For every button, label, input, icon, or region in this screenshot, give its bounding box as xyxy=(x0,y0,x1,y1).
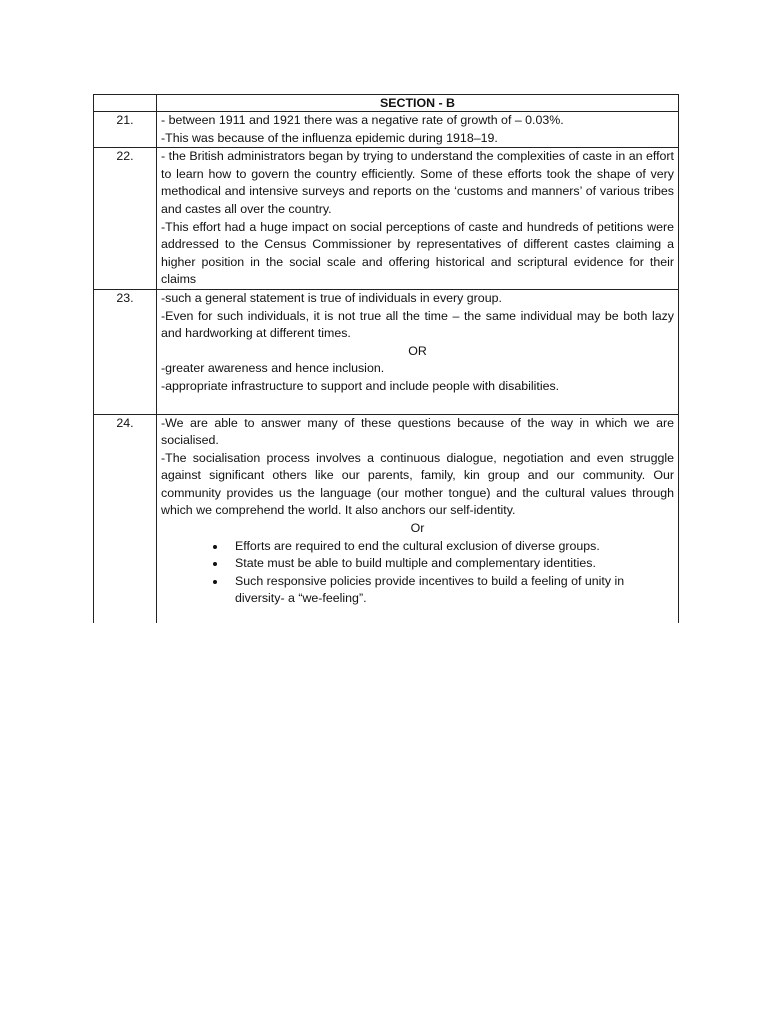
section-title: SECTION - B xyxy=(157,95,679,112)
answer-content xyxy=(157,112,679,148)
answer-line: -appropriate infrastructure to support and include people with disabilities. xyxy=(161,378,560,393)
or-separator: Or xyxy=(410,521,425,536)
answer-line: -This effort had a huge impact on social perceptions of caste and hundreds of petitions were addressed to the Census Commissioner by representatives of different castes claiming a higher position in the social scale and offering historical and scriptural evidence for their claims xyxy=(161,219,674,287)
answer-content xyxy=(157,289,679,414)
answer-line: -Even for such individuals, it is not true all the time – the same individual may be both lazy and hardworking at different times. xyxy=(161,308,674,341)
answer-line: - between 1911 and 1921 there was a negative rate of growth of – 0.03%. xyxy=(161,113,564,127)
answer-clip xyxy=(161,415,674,623)
answer-line: -such a general statement is true of individuals in every group. xyxy=(161,290,502,305)
answer-table xyxy=(93,94,679,623)
answer-line: - the British administrators began by trying to understand the complexities of caste in an effort to learn how to govern the country efficiently. Some of these efforts took the shape of very methodical and intensive surveys and reports on the ‘customs and manners’ of various tribes and castes all over the country. xyxy=(161,149,674,216)
bullet-item: • State must be able to build multiple and complementary identities. xyxy=(227,555,674,573)
question-row-21 xyxy=(94,112,679,148)
or-separator: OR xyxy=(408,343,427,358)
answer-content xyxy=(157,148,679,290)
answer-line: -This was because of the influenza epidemic during 1918–19. xyxy=(161,130,498,145)
answer-content xyxy=(157,414,679,623)
question-row-22 xyxy=(94,148,679,290)
question-row-23 xyxy=(94,289,679,414)
question-number: 24. xyxy=(94,414,157,623)
section-header-num-cell xyxy=(94,95,157,112)
section-header-row xyxy=(94,95,679,112)
bullet-item: • Efforts are required to end the cultural exclusion of diverse groups. xyxy=(227,538,674,556)
question-row-24 xyxy=(94,414,679,623)
bullet-item: • Such responsive policies provide incentives to build a feeling of unity in diversity- a “we-feeling”. xyxy=(227,573,674,608)
question-number: 23. xyxy=(94,289,157,414)
bullet-list xyxy=(161,538,674,608)
question-number: 21. xyxy=(94,112,157,148)
answer-line: -greater awareness and hence inclusion. xyxy=(161,361,385,376)
answer-line: -We are able to answer many of these questions because of the way in which we are socialised. xyxy=(161,415,674,448)
question-number: 22. xyxy=(94,148,157,290)
answer-line: -The socialisation process involves a continuous dialogue, negotiation and even struggle against significant others like our parents, family, kin group and our community. Our community provides us the language (our mother tongue) and the cultural values through which we comprehend the world. It also anchors our self-identity. xyxy=(161,450,674,518)
